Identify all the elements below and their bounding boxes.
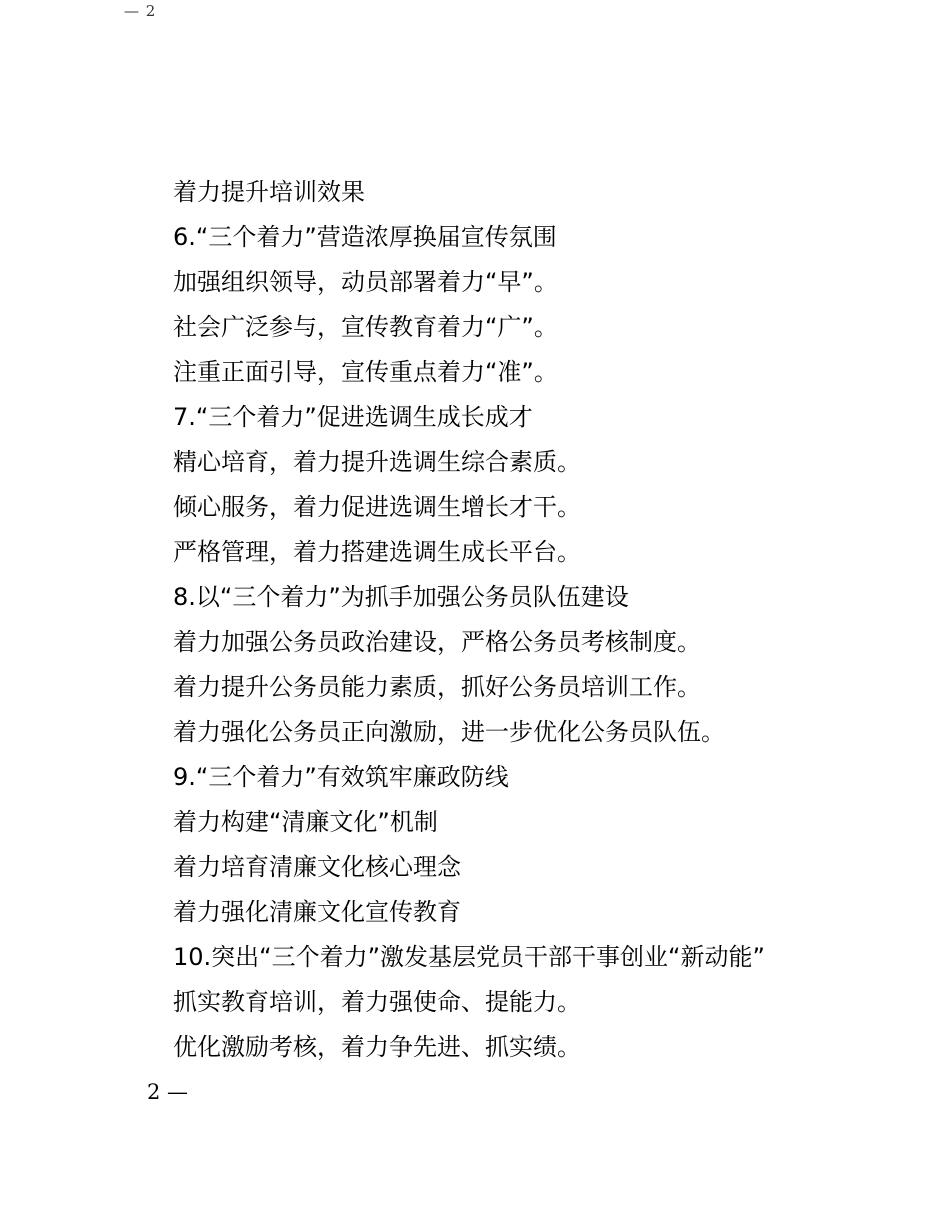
text-line: 着力提升公务员能力素质，抓好公务员培训工作。 bbox=[173, 673, 701, 701]
text-line: 注重正面引导，宣传重点着力“准”。 bbox=[173, 358, 558, 386]
text-line: 加强组织领导，动员部署着力“早”。 bbox=[173, 268, 558, 296]
text-line: 抓实教育培训，着力强使命、提能力。 bbox=[173, 988, 581, 1016]
section-heading-6: 6.“三个着力”营造浓厚换届宣传氛围 bbox=[173, 223, 557, 251]
section-heading-9: 9.“三个着力”有效筑牢廉政防线 bbox=[173, 763, 509, 791]
text-line: 着力强化公务员正向激励，进一步优化公务员队伍。 bbox=[173, 718, 725, 746]
text-line: 社会广泛参与，宣传教育着力“广”。 bbox=[173, 313, 558, 341]
section-heading-7: 7.“三个着力”促进选调生成长成才 bbox=[173, 403, 533, 431]
text-line: 精心培育，着力提升选调生综合素质。 bbox=[173, 448, 581, 476]
text-line: 着力提升培训效果 bbox=[173, 178, 365, 206]
document-body bbox=[173, 170, 933, 1070]
section-heading-10: 10.突出“三个着力”激发基层党员干部干事创业“新动能” bbox=[173, 943, 765, 971]
text-line: 倾心服务，着力促进选调生增长才干。 bbox=[173, 493, 581, 521]
text-line: 着力培育清廉文化核心理念 bbox=[173, 853, 461, 881]
text-line: 着力加强公务员政治建设，严格公务员考核制度。 bbox=[173, 628, 701, 656]
text-line: 严格管理，着力搭建选调生成长平台。 bbox=[173, 538, 581, 566]
text-line: 着力构建“清廉文化”机制 bbox=[173, 808, 438, 836]
section-heading-8: 8.以“三个着力”为抓手加强公务员队伍建设 bbox=[173, 583, 629, 611]
text-line: 优化激励考核，着力争先进、抓实绩。 bbox=[173, 1033, 581, 1061]
footer-page-number: 2 — bbox=[147, 1080, 189, 1104]
header-page-number: — 2 bbox=[124, 2, 157, 20]
text-line: 着力强化清廉文化宣传教育 bbox=[173, 898, 461, 926]
